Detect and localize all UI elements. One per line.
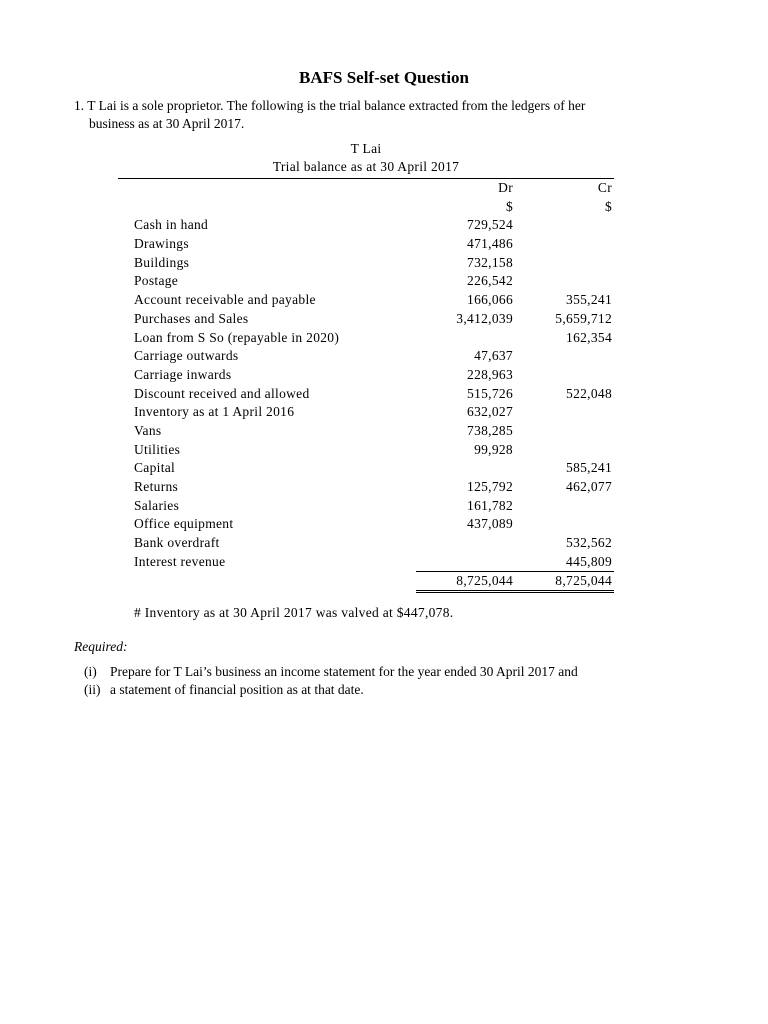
table-row: [118, 366, 614, 385]
tb-entity: T Lai: [350, 141, 382, 156]
account-label: Purchases and Sales: [134, 310, 249, 326]
table-row: [118, 534, 614, 553]
account-label: Postage: [134, 273, 179, 289]
account-label: Drawings: [134, 236, 189, 252]
table-row: [118, 235, 614, 254]
cr-amount: 532,562: [566, 535, 612, 551]
account-label: Account receivable and payable: [134, 292, 316, 308]
table-row: [118, 254, 614, 273]
dr-amount: 166,066: [467, 292, 513, 308]
table-row: [118, 459, 614, 478]
required-item-mark: (i): [84, 664, 97, 679]
table-row: [118, 515, 614, 534]
total-dr: 8,725,044: [456, 573, 513, 589]
tb-unit-row: [118, 198, 614, 217]
cr-amount: 462,077: [566, 479, 612, 494]
dr-amount: 47,637: [474, 348, 513, 364]
question-number: 1.: [74, 98, 85, 113]
account-label: Bank overdraft: [134, 535, 220, 551]
table-row: [118, 216, 614, 235]
tb-column-header-row: [118, 179, 614, 198]
tb-rows: [118, 216, 614, 571]
col-cr-unit: $: [604, 198, 612, 214]
dr-amount: 3,412,039: [456, 310, 513, 326]
dr-amount: 471,486: [467, 236, 513, 252]
dr-amount: 125,792: [467, 479, 513, 494]
account-label: Carriage outwards: [134, 348, 239, 364]
table-row: [118, 497, 614, 516]
required-heading: Required:: [74, 639, 128, 654]
intro-line-1: T Lai is a sole proprietor. The following is the trial balance extracted from the ledgers of her: [87, 98, 586, 113]
cr-amount: 355,241: [566, 292, 612, 308]
account-label: Inventory as at 1 April 2016: [134, 404, 295, 420]
dr-amount: 437,089: [467, 516, 513, 532]
account-label: Buildings: [134, 254, 190, 270]
cr-amount: 522,048: [566, 385, 612, 401]
dr-amount: 515,726: [467, 385, 513, 401]
required-item: [84, 681, 578, 699]
dr-amount: 161,782: [467, 497, 513, 513]
cr-amount: 585,241: [566, 460, 612, 476]
dr-amount: 228,963: [467, 366, 513, 382]
dr-amount: 729,524: [467, 217, 513, 233]
account-label: Office equipment: [134, 516, 234, 532]
page-title: BAFS Self-set Question: [299, 68, 469, 87]
table-row: [118, 403, 614, 422]
account-label: Discount received and allowed: [134, 385, 310, 401]
required-item-text: Prepare for T Lai’s business an income statement for the year ended 30 April 2017 and: [110, 664, 578, 679]
account-label: Utilities: [134, 441, 181, 457]
intro-line-2: business as at 30 April 2017.: [89, 116, 245, 131]
table-row: [118, 272, 614, 291]
col-dr-header: Dr: [498, 180, 513, 195]
question-intro: [74, 97, 674, 133]
account-label: Salaries: [134, 497, 180, 513]
cr-amount: 445,809: [566, 553, 612, 569]
table-row: [118, 553, 614, 572]
dr-amount: 732,158: [467, 254, 513, 270]
table-row: [118, 310, 614, 329]
table-row: [118, 385, 614, 404]
col-cr-header: Cr: [597, 180, 612, 195]
table-row: [118, 329, 614, 348]
table-row: [118, 347, 614, 366]
table-row: [118, 478, 614, 497]
dr-amount: 226,542: [467, 273, 513, 289]
tb-total-row: [118, 571, 614, 591]
account-label: Carriage inwards: [134, 366, 232, 382]
account-label: Cash in hand: [134, 217, 209, 233]
table-row: [118, 291, 614, 310]
required-item: [84, 663, 578, 681]
dr-amount: 738,285: [467, 422, 513, 438]
account-label: Returns: [134, 479, 179, 494]
account-label: Loan from S So (repayable in 2020): [134, 329, 340, 345]
account-label: Vans: [134, 422, 162, 438]
total-cr: 8,725,044: [555, 573, 612, 589]
cr-amount: 5,659,712: [555, 310, 612, 326]
required-item-mark: (ii): [84, 682, 101, 697]
col-dr-unit: $: [505, 198, 513, 214]
required-list: [84, 663, 578, 699]
dr-amount: 632,027: [467, 404, 513, 420]
tb-heading: Trial balance as at 30 April 2017: [272, 159, 460, 174]
trial-balance: [118, 140, 614, 591]
table-row: [118, 422, 614, 441]
cr-amount: 162,354: [566, 329, 612, 345]
inventory-note: # Inventory as at 30 April 2017 was valved at $447,078.: [134, 605, 454, 620]
required-item-text: a statement of financial position as at that date.: [110, 682, 364, 697]
dr-amount: 99,928: [474, 441, 513, 457]
account-label: Interest revenue: [134, 553, 226, 569]
table-row: [118, 441, 614, 460]
account-label: Capital: [134, 460, 176, 476]
